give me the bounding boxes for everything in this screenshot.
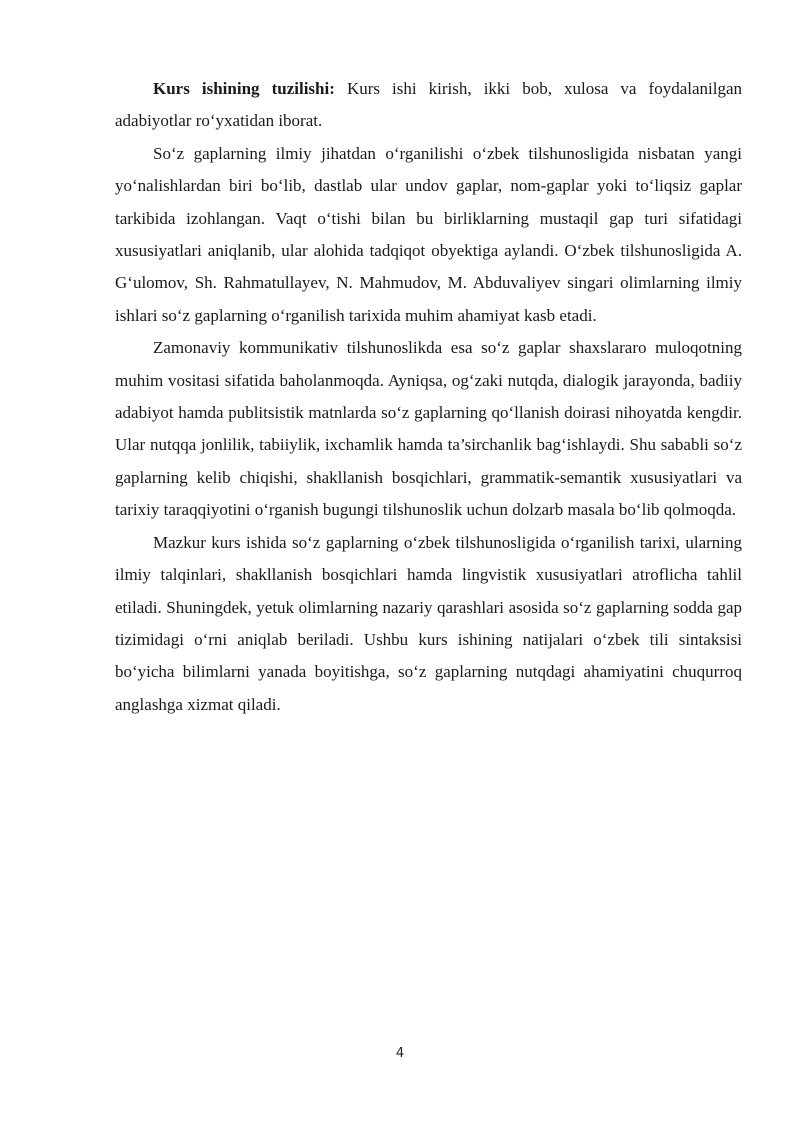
paragraph-aim: Mazkur kurs ishida so‘z gaplarning o‘zbek tilshunosligida o‘rganilish tarixi, ularning ilmiy talqinlari, shakllanish bosqichlari hamda lingvistik xususiyatlari atroflicha tahlil etiladi. Shuningdek, yetuk olimlarning nazariy qarashlari asosida so‘z gaplarning sodda gap tizimidagi o‘rni aniqlab beriladi. Ushbu kurs ishining natijalari o‘zbek tili sintaksisi bo‘yicha bilimlarni yanada boyitishga, so‘z gaplarning nutqdagi ahamiyatini chuqurroq anglashga xizmat qiladi. xyxy=(115,532,742,714)
page-number: 4 xyxy=(395,1046,405,1061)
paragraph-lead-heading: Kurs ishining tuzilishi: xyxy=(153,79,335,98)
paragraph-structure-text: Kurs ishi kirish, ikki bob, xulosa va foydalanilgan adabiyotlar ro‘yxatidan iborat. xyxy=(115,79,742,131)
paragraph-modern: Zamonaviy kommunikativ tilshunoslikda esa so‘z gaplar shaxslararo muloqotning muhim vositasi sifatida baholanmoqda. Ayniqsa, og‘zaki nutqda, dialogik jarayonda, badiiy adabiyot hamda publitsistik matnlarda so‘z gaplarning qo‘llanish doirasi nihoyatda kengdir. Ular nutqqa jonlilik, tabiiylik, ixchamlik hamda ta’sirchanlik bag‘ishlaydi. Shu sababli so‘z gaplarning kelib chiqishi, shakllanish bosqichlari, grammatik-semantik xususiyatlari va tarixiy taraqqiyotini o‘rganish bugungi tilshunoslik uchun dolzarb masala bo‘lib qolmoqda. xyxy=(115,338,742,520)
paragraph-structure xyxy=(115,73,742,138)
body-text xyxy=(115,73,742,721)
paragraph-history: So‘z gaplarning ilmiy jihatdan o‘rganilishi o‘zbek tilshunosligida nisbatan yangi yo‘nalishlardan biri bo‘lib, dastlab ular undov gaplar, nom-gaplar yoki to‘liqsiz gaplar tarkibida izohlangan. Vaqt o‘tishi bilan bu birliklarning mustaqil gap turi sifatidagi xususiyatlari aniqlanib, ular alohida tadqiqot obyektiga aylandi. O‘zbek tilshunosligida A. G‘ulomov, Sh. Rahmatullayev, N. Mahmudov, M. Abduvaliyev singari olimlarning ilmiy ishlari so‘z gaplarning o‘rganilish tarixida muhim ahamiyat kasb etadi. xyxy=(115,143,742,325)
